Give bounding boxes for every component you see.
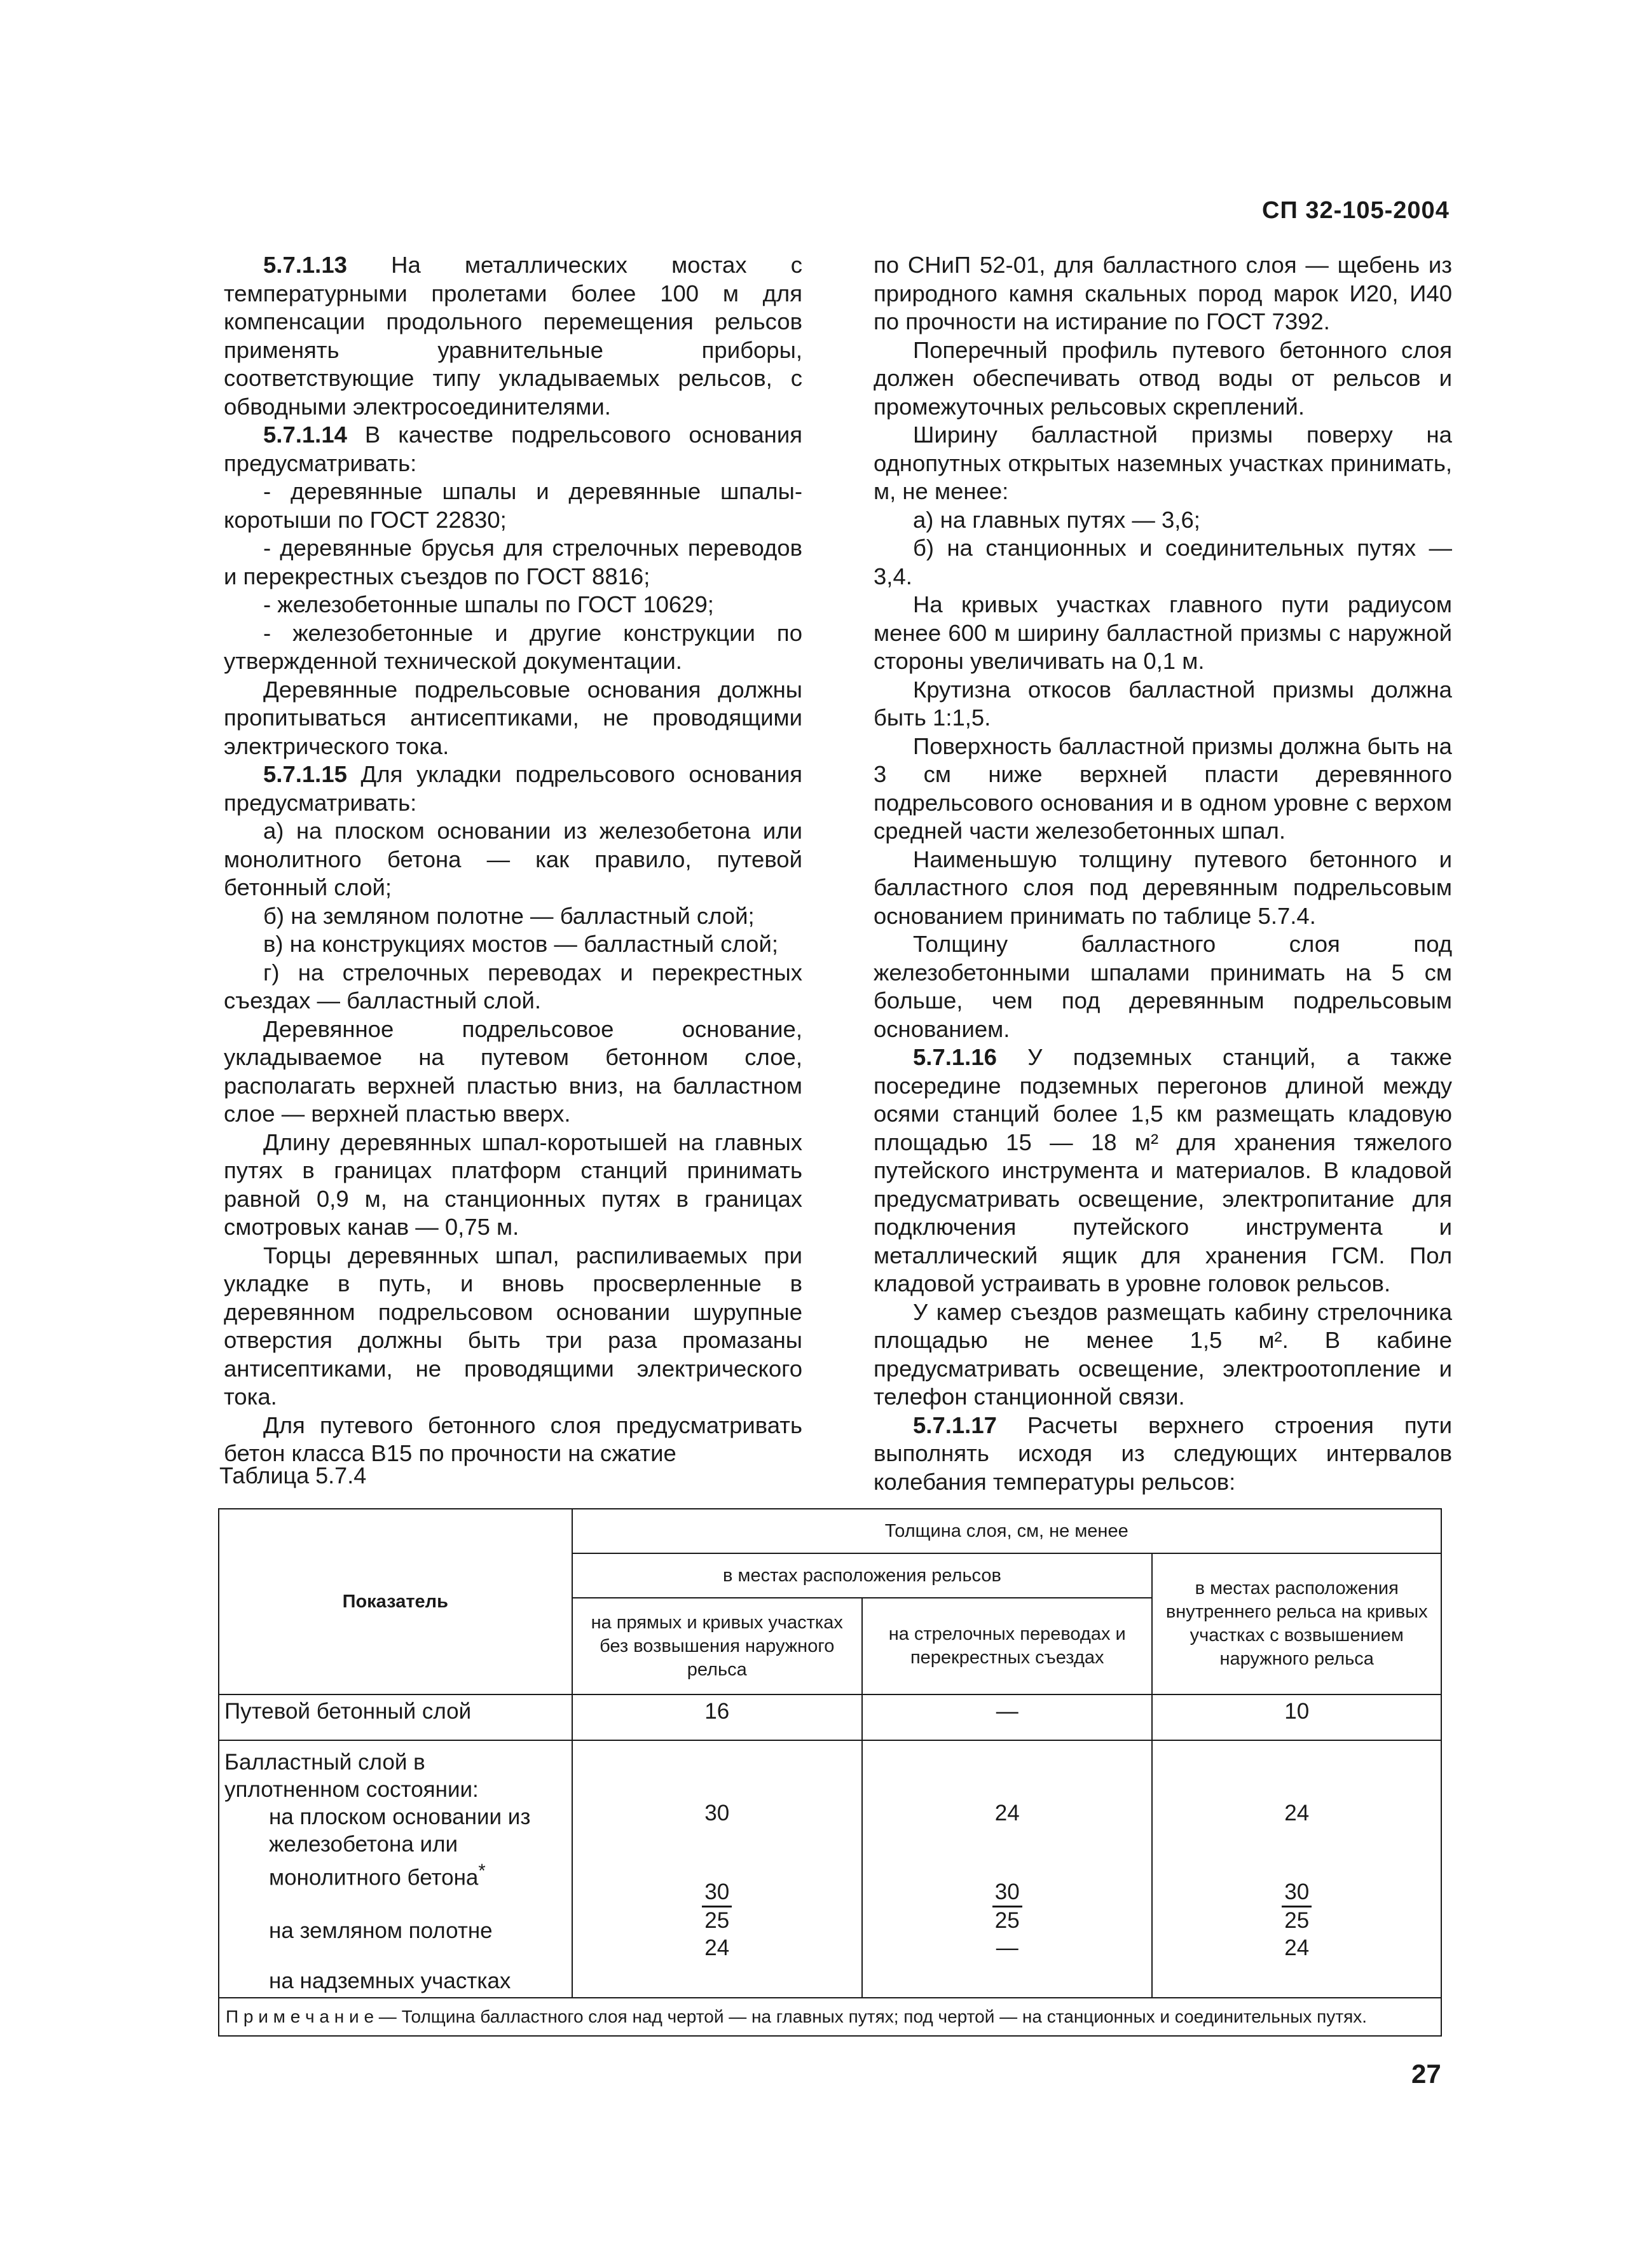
header-thickness: Толщина слоя, см, не менее [572,1509,1441,1553]
overground-label: на надземных участках [269,1968,511,1993]
paragraph: 5.7.1.16 У подземных станций, а также посередине подземных перегонов длиной между осями станций более 1,5 км размещать кладовую площадью 15 — 18 м² для хранения тяжелого путейского инструмента и материалов. В кладовой предусматривать освещение, электропитание для подключения путейского инструмента и металлический ящик для хранения ГСМ. Пол кладовой устраивать в уровне головок рельсов. [874,1044,1452,1296]
paragraph: На кривых участках главного пути радиусом менее 600 м ширину балластной призмы с наружной стороны увеличивать на 0,1 м. [874,591,1452,674]
paragraph: Поперечный профиль путевого бетонного слоя должен обеспечивать отвод воды от рельсов и промежуточных рельсовых скреплений. [874,336,1452,420]
document-code: СП 32-105-2004 [1262,197,1450,224]
paragraph: 5.7.1.14 В качестве подрельсового основания предусматривать: [224,422,802,476]
ballast-col-2 [862,1740,1153,1998]
overground-v2: — [996,1935,1018,1960]
left-text-column [224,251,802,1468]
paragraph: Поверхность балластной призмы должна быть на 3 см ниже верхней пласти деревянного подрельсового основания и в одном уровне с верхом средней части железобетонных шпал. [874,732,1452,844]
flat-v1: 30 [704,1801,730,1825]
paragraph: г) на стрелочных переводах и перекрестных съездах — балластный слой. [224,959,802,1014]
overground-v1: 24 [704,1935,730,1960]
paragraph: Крутизна откосов балластной призмы должна быть 1:1,5. [874,676,1452,731]
earth-v2: $\frac{30}{25}$ [992,1879,1022,1934]
header-straight: на прямых и кривых участках без возвышения наружного рельса [572,1598,862,1694]
paragraph: б) на земляном полотне — балластный слой; [263,902,755,929]
header-indicator: Показатель [219,1509,572,1694]
paragraph: Торцы деревянных шпал, распиливаемых при укладке в путь, и вновь просверленные в деревянном подрельсовом основании шурупные отверстия должны быть три раза промазаны антисептиками, не проводящими электрического тока. [224,1242,802,1410]
paragraph: У камер съездов размещать кабину стрелочника площадью не менее 1,5 м². В кабине предусматривать освещение, электроотопление и телефон станционной связи. [874,1298,1452,1410]
flat-v2: 24 [994,1801,1020,1825]
paragraph: Ширину балластной призмы поверху на однопутных открытых наземных участках принимать, м, не менее: [874,422,1452,504]
page-number: 27 [1411,2059,1441,2089]
paragraph: по СНиП 52-01, для балластного слоя — щебень из природного камня скальных пород марок И20, И40 по прочности на истирание по ГОСТ 7392. [874,252,1452,334]
header-switches: на стрелочных переводах и перекрестных съездах [862,1598,1153,1694]
table-caption: Таблица 5.7.4 [219,1462,367,1488]
ballast-col-1 [572,1740,862,1998]
overground-v3: 24 [1284,1935,1310,1960]
paragraph: Длину деревянных шпал-коротышей на главных путях в границах платформ станций принимать равной 0,9 м, на станционных путях в границах смотровых канав — 0,75 м. [224,1129,802,1240]
paragraph: Для путевого бетонного слоя предусматривать бетон класса В15 по прочности на сжатие [224,1412,802,1466]
row-concrete-v1: 16 [572,1694,862,1740]
paragraph: а) на плоском основании из железобетона или монолитного бетона — как правило, путевой бетонный слой; [224,818,802,900]
right-text-column [874,251,1452,1496]
paragraph: - деревянные брусья для стрелочных переводов и перекрестных съездов по ГОСТ 8816; [224,535,802,589]
paragraph: Наименьшую толщину путевого бетонного и балластного слоя под деревянным подрельсовым основанием принимать по таблице 5.7.4. [874,846,1452,929]
earth-v1: $\frac{30}{25}$ [702,1879,732,1934]
header-inner-rail: в местах расположения внутреннего рельса на кривых участках с возвышением наружного рельса [1152,1553,1441,1694]
table-note [219,1998,1441,2036]
ballast-group-label: Балластный слой в уплотненном состоянии: [224,1750,479,1802]
paragraph: - железобетонные и другие конструкции по утвержденной технической документации. [224,619,802,674]
paragraph: в) на конструкциях мостов — балластный слой; [263,931,779,957]
paragraph: 5.7.1.17 Расчеты верхнего строения пути выполнять исходя из следующих интервалов колебания температуры рельсов: [874,1412,1452,1495]
paragraph: - деревянные шпалы и деревянные шпалы-коротыши по ГОСТ 22830; [224,478,802,533]
paragraph: - железобетонные шпалы по ГОСТ 10629; [263,591,714,617]
paragraph: б) на станционных и соединительных путях — 3,4. [874,535,1452,589]
note-text: — Толщина балластного слоя над чертой — на главных путях; под чертой — на станционных и соединительных путях. [374,2006,1368,2026]
row-ballast-label [219,1740,572,1998]
paragraph: 5.7.1.13 На металлических мостах с температурными пролетами более 100 м для компенсации продольного перемещения рельсов применять уравнительные приборы, соответствующие типу укладываемых рельсов, с обводными электросоединителями. [224,252,802,420]
paragraph: 5.7.1.15 Для укладки подрельсового основания предусматривать: [224,761,802,816]
earth-v3: $\frac{30}{25}$ [1282,1879,1312,1934]
paragraph: а) на главных путях — 3,6; [913,506,1200,533]
paragraph: Толщину балластного слоя под железобетонными шпалами принимать на 5 см больше, чем под деревянным подрельсовым основанием. [874,931,1452,1042]
flat-base-label: на плоском основании из железобетона или монолитного бетона* [269,1804,531,1890]
row-concrete-v2: — [862,1694,1153,1740]
note-lead: П р и м е ч а н и е [226,2006,374,2026]
row-concrete-v3: 10 [1152,1694,1441,1740]
flat-v3: 24 [1284,1801,1310,1825]
paragraph: Деревянное подрельсовое основание, укладываемое на путевом бетонном слое, располагать верхней пластью вниз, на балластном слое — верхней пластью вверх. [224,1015,802,1127]
paragraph: Деревянные подрельсовые основания должны пропитываться антисептиками, не проводящими электрического тока. [224,676,802,759]
earth-label: на земляном полотне [269,1918,493,1943]
row-concrete-label: Путевой бетонный слой [219,1694,572,1740]
ballast-col-3 [1152,1740,1441,1998]
layer-thickness-table [218,1508,1442,2037]
header-rail-places: в местах расположения рельсов [572,1553,1153,1598]
